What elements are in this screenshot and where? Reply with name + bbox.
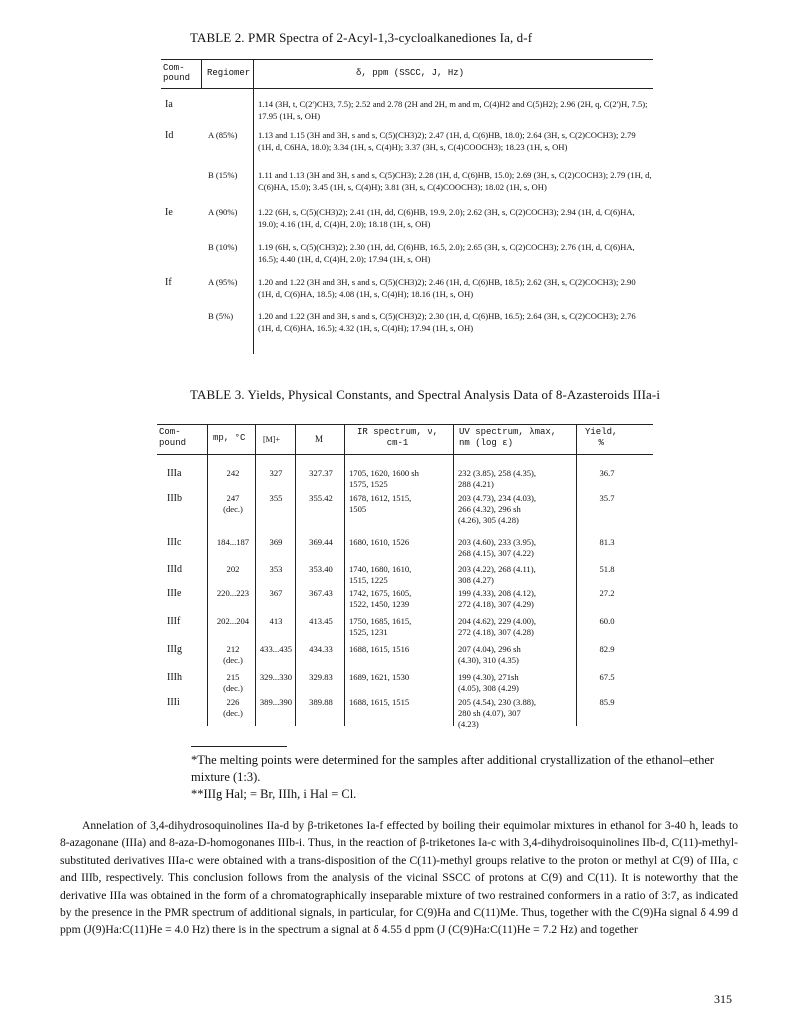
table3-header-mplus: [M]+ (263, 435, 280, 444)
table2-regiomer: A (85%) (208, 130, 238, 140)
table3-mplus: 355 (269, 493, 283, 503)
footnote-1: *The melting points were determined for the samples after additional crystallization of the ethanol–ether mixture (1:3). (191, 753, 715, 784)
table3-header-mp: mp, °C (213, 433, 246, 443)
table2-compound: Id (165, 130, 174, 141)
table3-m: 434.33 (309, 644, 333, 654)
table2-spectrum-data: 1.13 and 1.15 (3H and 3H, s and s, C(5)(CH3)2); 2.47 (1H, d, C(6)HB, 18.0); 2.64 (3H, s, C(2)COCH3); 2.79 (1H, d, C6HA, 18.0); 3.34 (1H, s, C(4)H); 3.37 (3H, s, C(4)COOCH3); 18.23 (1H, s, OH) (258, 130, 636, 152)
table3-mplus: 413 (269, 616, 283, 626)
table2-regiomer: A (95%) (208, 277, 238, 287)
table3-mplus: 329...330 (259, 672, 293, 682)
table2-spectrum-data: 1.11 and 1.13 (3H and 3H, s and s, C(5)CH3); 2.28 (1H, d, C(6)HB, 15.0); 2.69 (3H, s, C(2)COCH3); 2.79 (1H, d, C(6)HA, 15.0); 3.45 (1H, s, C(4)H); 3.81 (3H, s, C(4)COOCH3); 18.02 (1H, s, OH) (258, 170, 652, 192)
table3-uv: 199 (4.33), 208 (4.12), 272 (4.18), 307 (4.29) (458, 588, 537, 609)
table3-mp: 220...223 (216, 588, 250, 598)
table2-compound: Ie (165, 207, 173, 218)
table3-ir: 1750, 1685, 1615, 1525, 1231 (349, 616, 412, 637)
table3-ir: 1742, 1675, 1605, 1522, 1450, 1239 (349, 588, 412, 609)
table2 (161, 59, 653, 354)
table3-mplus: 367 (269, 588, 283, 598)
table3-caption: TABLE 3. Yields, Physical Constants, and Spectral Analysis Data of 8-Azasteroids IIIa-i (190, 387, 661, 402)
table3-m: 355.42 (309, 493, 333, 503)
table3-mplus: 353 (269, 564, 283, 574)
table3-yield: 82.9 (599, 644, 615, 654)
table3-compound: IIIe (167, 588, 182, 599)
table3-mp: 242 (226, 468, 240, 478)
table3-m: 353.40 (309, 564, 333, 574)
table3-yield: 51.8 (599, 564, 615, 574)
table3-header-compound: Com- pound (159, 427, 187, 448)
table3-compound: IIIf (167, 616, 181, 627)
table3-yield: 27.2 (599, 588, 615, 598)
table3-compound: IIIi (167, 697, 180, 708)
table3-header-m: M (315, 434, 324, 444)
table3-yield: 67.5 (599, 672, 615, 682)
table3-ir: 1680, 1610, 1526 (349, 537, 410, 547)
table3-uv: 199 (4.30), 271sh (4.05), 308 (4.29) (458, 672, 519, 693)
table3-uv: 204 (4.62), 229 (4.00), 272 (4.18), 307 (4.28) (458, 616, 537, 637)
footnote-2: **IIIg Hal; = Br, IIIh, i Hal = Cl. (191, 787, 357, 801)
table2-header-compound: Com- pound (163, 63, 191, 83)
table2-regiomer: A (90%) (208, 207, 238, 217)
table3-mplus: 433...435 (259, 644, 293, 654)
table2-regiomer: B (5%) (208, 311, 234, 321)
table2-compound: If (165, 277, 172, 288)
table3-ir: 1740, 1680, 1610, 1515, 1225 (349, 564, 412, 585)
table3-compound: IIIb (167, 493, 182, 504)
table3-mp: 212 (dec.) (223, 644, 243, 665)
table3-ir: 1688, 1615, 1516 (349, 644, 410, 654)
table3-header-yield: Yield, % (585, 427, 618, 448)
table3-ir: 1688, 1615, 1515 (349, 697, 410, 707)
table2-header-data: δ, ppm (SSCC, J, Hz) (356, 68, 465, 78)
footnotes (191, 752, 751, 803)
table3-mplus: 389...390 (259, 697, 293, 707)
table3-ir: 1705, 1620, 1600 sh 1575, 1525 (349, 468, 419, 489)
table3-mplus: 369 (269, 537, 283, 547)
table2-spectrum-data: 1.20 and 1.22 (3H and 3H, s and s, C(5)(CH3)2); 2.46 (1H, d, C(6)HB, 18.5); 2.62 (3H, s, C(2)COCH3); 2.90 (1H, d, C(6)HA, 18.5); 4.08 (1H, s, C(4)H); 18.16 (1H, s, OH) (258, 277, 636, 299)
table3-uv: 203 (4.73), 234 (4.03), 266 (4.32), 296 sh (4.26), 305 (4.28) (458, 493, 537, 525)
table3-uv: 232 (3.85), 258 (4.35), 288 (4.21) (458, 468, 537, 489)
table3-compound: IIId (167, 564, 182, 575)
table3-mp: 202...204 (216, 616, 250, 626)
body-paragraph: Annelation of 3,4-dihydrosoquinolines IIa-d by β-triketones Ia-f effected by boiling their equimolar mixtures in ethanol for 3-40 h, leads to 8-azagonane (IIIa) and 8-aza-D-homogonanes IIIb-i. Thus, in the reaction of β-triketones Ia-c with 3,4-dihydroisoquinolines IIb-d, C(11)-methyl-substituted derivatives IIIa-c were obtained with a trans-disposition of the C(11)-methyl groups relative to the proton or methyl at C(9) of IIIa, c and IIIb, respectively. This conclusion follows from the analysis of the vicinal SSCC of protons at C(9) and C(11). It is noteworthy that the derivative IIIa was obtained in the form of a chromatographically inseparable mixture of two restrained conformers in a ratio of 3:7, as indicated by the presence in the PMR spectrum of additional signals, in particular, for C(9)Ha and C(11)Me. Thus, together with the C(9)Ha signal δ 4.99 d ppm (J(9)Ha:C(11)He = 4.0 Hz) there is in the spectrum a signal at δ 4.55 d ppm (J (C(9)Ha:C(11)He = 7.2 Hz) and together (60, 819, 738, 937)
table3-m: 367.43 (309, 588, 333, 598)
table3-yield: 35.7 (599, 493, 615, 503)
table3-uv: 205 (4.54), 230 (3.88), 280 sh (4.07), 307 (4.23) (458, 697, 537, 729)
table3-header-uv: UV spectrum, λmax, nm (log ε) (459, 427, 557, 448)
table3-m: 369.44 (309, 537, 333, 547)
table3-header-ir: IR spectrum, ν, cm-1 (357, 427, 439, 448)
table3-compound: IIIa (167, 468, 182, 479)
table2-regiomer: B (10%) (208, 242, 238, 252)
table3-uv: 203 (4.60), 233 (3.95), 268 (4.15), 307 (4.22) (458, 537, 537, 558)
table3-yield: 60.0 (599, 616, 615, 626)
page-number: 315 (714, 992, 732, 1006)
table2-compound: Ia (165, 99, 173, 110)
table3-compound: IIIg (167, 644, 182, 655)
table2-regiomer: B (15%) (208, 170, 238, 180)
table3-m: 329.83 (309, 672, 333, 682)
table3-compound: IIIh (167, 672, 182, 683)
table3-compound: IIIc (167, 537, 182, 548)
table2-spectrum-data: 1.19 (6H, s, C(5)(CH3)2); 2.30 (1H, dd, C(6)HB, 16.5, 2.0); 2.65 (3H, s, C(2)COCH3); 2.76 (1H, d, C(6)HA, 16.5); 4.40 (1H, d, C(4)H, 2.0); 17.94 (1H, s, OH) (258, 242, 635, 264)
table3-mp: 215 (dec.) (223, 672, 243, 693)
table3-yield: 36.7 (599, 468, 615, 478)
table3-mp: 184...187 (216, 537, 250, 547)
table3-mp: 202 (226, 564, 240, 574)
table3-yield: 85.9 (599, 697, 615, 707)
table2-header-regiomer: Regiomer (207, 68, 251, 78)
table2-spectrum-data: 1.14 (3H, t, C(2')CH3, 7.5); 2.52 and 2.78 (2H and 2H, m and m, C(4)H2 and C(5)H2); 2.96 (2H, q, C(2')H, 7.5); 17.95 (1H, s, OH) (258, 99, 648, 121)
table3-mplus: 327 (269, 468, 283, 478)
table3-m: 389.88 (309, 697, 333, 707)
table3-ir: 1678, 1612, 1515, 1505 (349, 493, 412, 514)
table3-uv: 207 (4.04), 296 sh (4.30), 310 (4.35) (458, 644, 521, 665)
table3-uv: 203 (4.22), 268 (4.11), 308 (4.27) (458, 564, 536, 585)
table3-m: 327.37 (309, 468, 333, 478)
table3-mp: 226 (dec.) (223, 697, 243, 718)
table3 (157, 424, 653, 729)
table3-yield: 81.3 (599, 537, 615, 547)
table3-ir: 1689, 1621, 1530 (349, 672, 410, 682)
table2-spectrum-data: 1.20 and 1.22 (3H and 3H, s and s, C(5)(CH3)2); 2.30 (1H, d, C(6)HB, 16.5); 2.64 (3H, s, C(2)COCH3); 2.76 (1H, d, C(6)HA, 16.5); 4.32 (1H, s, C(4)H); 17.94 (1H, s, OH) (258, 311, 636, 333)
table2-spectrum-data: 1.22 (6H, s, C(5)(CH3)2); 2.41 (1H, dd, C(6)HB, 19.9, 2.0); 2.62 (3H, s, C(2)COCH3); 2.94 (1H, d, C(6)HA, 19.0); 4.16 (1H, d, C(4)H, 2.0); 18.18 (1H, s, OH) (258, 207, 635, 229)
table3-m: 413.45 (309, 616, 333, 626)
table3-mp: 247 (dec.) (223, 493, 243, 514)
table2-caption: TABLE 2. PMR Spectra of 2-Acyl-1,3-cycloalkanediones Ia, d-f (190, 30, 533, 45)
